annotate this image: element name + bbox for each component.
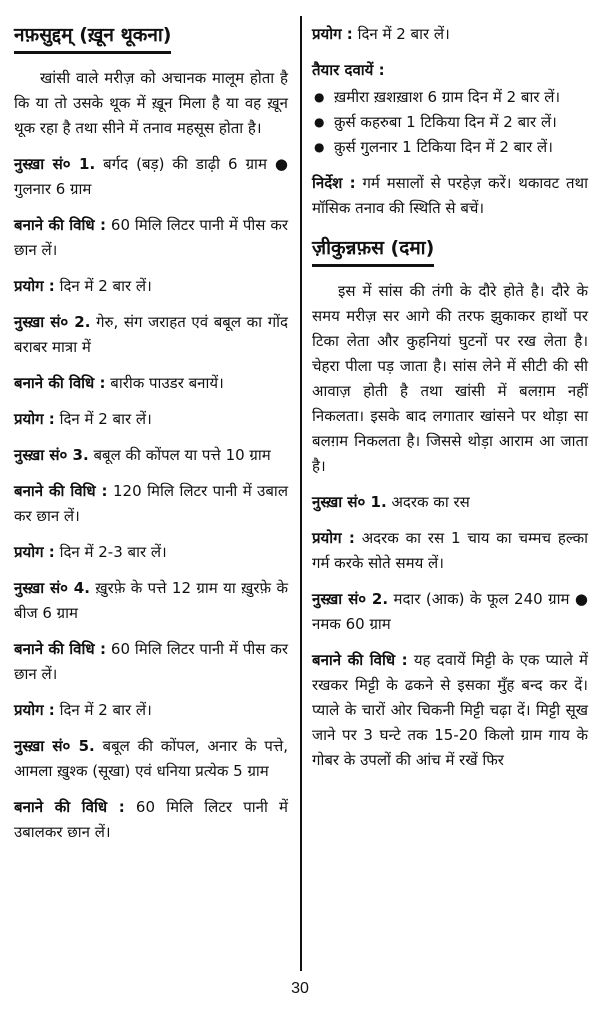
ready-medicines-list (312, 85, 588, 160)
recipe-block (14, 443, 288, 468)
block-label: बनाने की विधि : (14, 374, 106, 392)
block-text: अदरक का रस (386, 493, 470, 511)
block-label: बनाने की विधि : (14, 216, 106, 234)
block-text: बारीक पाउडर बनायें। (105, 374, 224, 392)
list-item: ● क़ुर्स कहरुबा 1 टिकिया दिन में 2 बार लें। (312, 110, 588, 135)
block-text: दिन में 2 बार लें। (54, 277, 152, 295)
list-item: ● ख़मीरा ख़शख़ाश 6 ग्राम दिन में 2 बार लें। (312, 85, 588, 110)
block-text: दिन में 2 बार लें। (54, 701, 152, 719)
page-number: 30 (291, 980, 309, 997)
block-text: बबूल की कोंपल या पत्ते 10 ग्राम (88, 446, 271, 464)
block-text: गेरु, संग जराहत एवं बबूल का गोंद बराबर मात्रा में (14, 313, 288, 356)
recipe-block (14, 637, 288, 687)
block-label: निर्देश : (312, 174, 356, 192)
usage-block (312, 22, 588, 47)
block-label: नुस्ख़ा सं० 4. (14, 579, 90, 597)
block-label: प्रयोग : (14, 701, 55, 719)
block-text: दिन में 2 बार लें। (54, 410, 152, 428)
intro-paragraph: खांसी वाले मरीज़ को अचानक मालूम होता है कि या तो उसके थूक में ख़ून मिला है या वह ख़ून थूक रहा है तथा सीने में तनाव महसूस होता है। (14, 69, 288, 137)
block-label: प्रयोग : (312, 25, 353, 43)
recipe-block (14, 152, 288, 202)
recipe-block (14, 407, 288, 432)
block-text: 120 मिलि लिटर पानी में उबाल कर छान लें। (14, 482, 288, 525)
block-label: नुस्ख़ा सं० 2. (312, 590, 389, 608)
recipe-block (312, 587, 588, 637)
block-label: नुस्ख़ा सं० 2. (14, 313, 91, 331)
column-divider (300, 16, 302, 971)
recipe-block (14, 310, 288, 360)
block-label: बनाने की विधि : (14, 798, 125, 816)
recipe-block (14, 213, 288, 263)
block-label: नुस्ख़ा सं० 3. (14, 446, 89, 464)
intro-paragraph: इस में सांस की तंगी के दौरे होते है। दौरे के समय मरीज़ सर आगे की तरफ झुकाकर हाथों पर टिका लेता और कुहनियां घुटनों पर रख लेता है। चेहरा पीला पड़ जाता है। सांस लेने में सीटी की सी आवाज़ होती है तथा खांसी में बलग़म नहीं निकलता। इसके बाद लगातार खांसने पर थोड़ा सा बलग़म निकलता है। जिससे थोड़ा आराम आ जाता है। (312, 282, 588, 475)
block-label: प्रयोग : (14, 277, 55, 295)
recipe-block (14, 371, 288, 396)
recipe-block (14, 540, 288, 565)
block-label: बनाने की विधि : (14, 482, 108, 500)
block-label: प्रयोग : (312, 529, 355, 547)
block-label: प्रयोग : (14, 410, 55, 428)
recipe-block (312, 490, 588, 515)
recipe-block (14, 274, 288, 299)
block-text: 60 मिलि लिटर पानी में पीस कर छान लें। (14, 640, 288, 683)
block-text: मदार (आक) के फूल 240 ग्राम ● नमक 60 ग्राम (312, 590, 588, 633)
section-heading-asthma: ज़ीकुन्नफ़स (दमा) (312, 235, 434, 267)
block-text: बर्गद (बड़) की डाढ़ी 6 ग्राम ● गुलनार 6 ग्राम (14, 155, 288, 198)
recipe-block (14, 479, 288, 529)
block-label: नुस्ख़ा सं० 5. (14, 737, 95, 755)
recipe-block (312, 526, 588, 576)
block-text: अदरक का रस 1 चाय का चम्मच हल्का गर्म करके सोते समय लें। (312, 529, 588, 572)
block-label: नुस्ख़ा सं० 1. (14, 155, 96, 173)
recipe-block (312, 648, 588, 773)
left-column (14, 22, 288, 856)
block-label: बनाने की विधि : (312, 651, 408, 669)
block-text: दिन में 2 बार लें। (352, 25, 450, 43)
block-text: यह दवायें मिट्टी के एक प्याले में रखकर मिट्टी के ढकने से इसका मुँह बन्द कर दें। प्याले के चारों ओर चिकनी मिट्टी चढ़ा दें। मिट्टी सूख जाने पर 3 घन्टे तक 15-20 किलो ग्राम गाय के गोबर के उपलों की आंच में रखें फिर (312, 651, 588, 769)
list-item: ● क़ुर्स गुलनार 1 टिकिया दिन में 2 बार लें। (312, 135, 588, 160)
recipe-block (14, 734, 288, 784)
block-text: बबूल की कोंपल, अनार के पत्ते, आमला ख़ुश्क (सूखा) एवं धनिया प्रत्येक 5 ग्राम (14, 737, 289, 780)
block-text: ख़ुरफ़े के पत्ते 12 ग्राम या ख़ुरफ़े के बीज 6 ग्राम (14, 579, 289, 622)
recipe-block (14, 576, 288, 626)
recipe-block (14, 698, 288, 723)
right-column (312, 22, 588, 784)
ready-medicines-heading: तैयार दवायें : (312, 61, 385, 79)
block-label: बनाने की विधि : (14, 640, 106, 658)
block-text: 60 मिलि लिटर पानी में पीस कर छान लें। (14, 216, 288, 259)
block-text: दिन में 2-3 बार लें। (54, 543, 167, 561)
instruction-block (312, 171, 588, 221)
block-label: प्रयोग : (14, 543, 55, 561)
block-label: नुस्ख़ा सं० 1. (312, 493, 387, 511)
block-text: 60 मिलि लिटर पानी में उबालकर छान लें। (14, 798, 288, 841)
section-heading-hemoptysis: नफ़सुद्दम् (ख़ून थूकना) (14, 22, 171, 54)
block-text: गर्म मसालों से परहेज़ करें। थकावट तथा मॉसिक तनाव की स्थिति से बचें। (312, 174, 588, 217)
recipe-block (14, 795, 288, 845)
